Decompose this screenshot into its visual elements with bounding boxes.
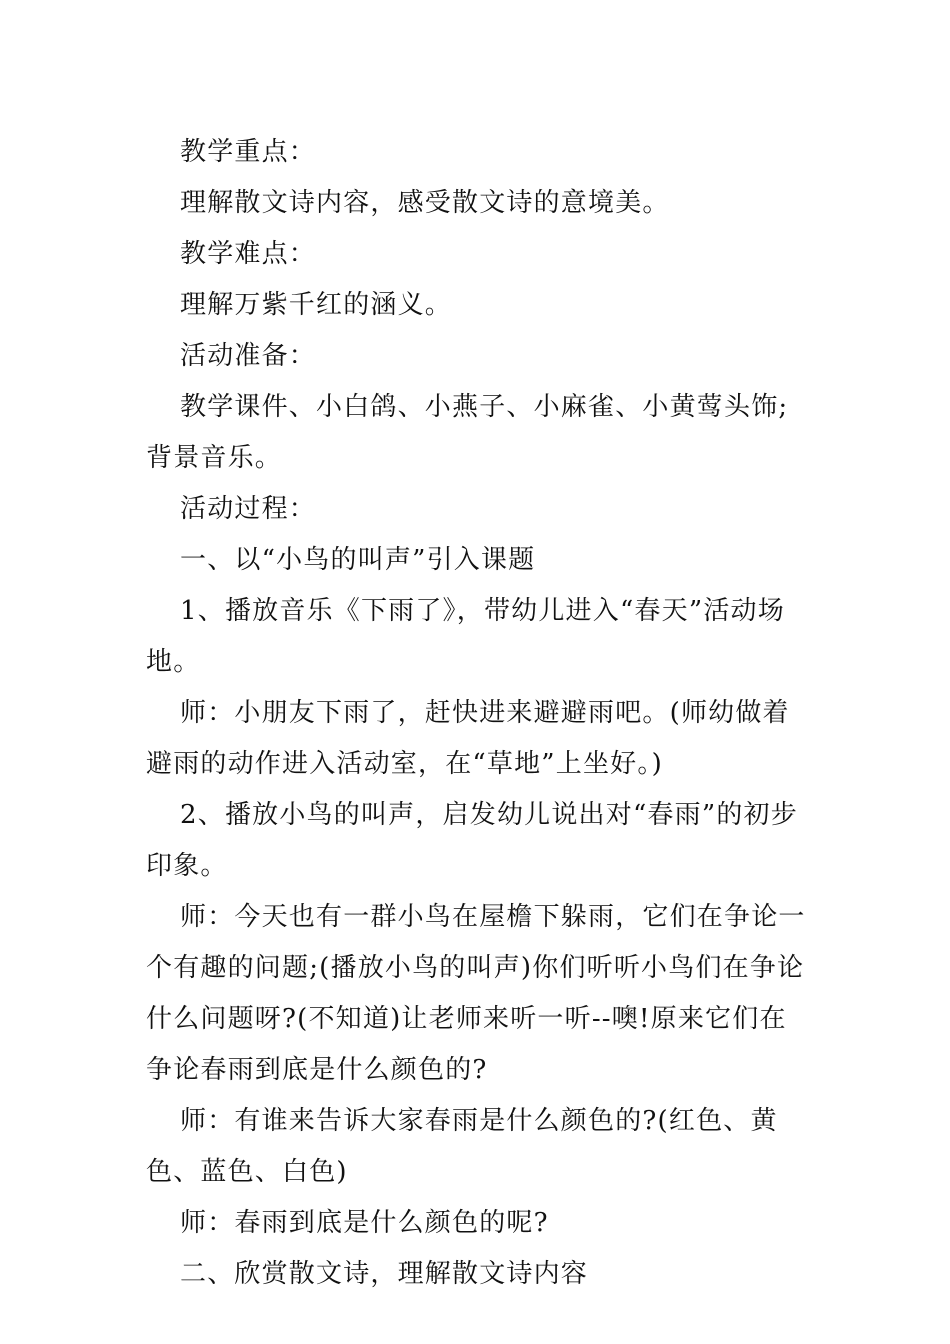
teacher-line-4: 师：春雨到底是什么颜色的呢? bbox=[180, 1208, 549, 1238]
paragraph-teaching-focus: 理解散文诗内容，感受散文诗的意境美。 bbox=[180, 188, 670, 218]
document-body bbox=[146, 127, 812, 1300]
step-two: 2、播放小鸟的叫声，启发幼儿说出对“春雨”的初步印象。 bbox=[146, 800, 798, 881]
step-one: 1、播放音乐《下雨了》，带幼儿进入“春天”活动场地。 bbox=[146, 596, 785, 677]
section-heading-two: 二、欣赏散文诗，理解散文诗内容 bbox=[180, 1259, 589, 1289]
heading-activity-process: 活动过程： bbox=[180, 494, 317, 524]
teacher-line-2: 师：今天也有一群小鸟在屋檐下躲雨，它们在争论一个有趣的问题;(播放小鸟的叫声)你们听听小鸟们在争论什么问题呀?(不知道)让老师来听一听--噢!原来它们在争论春雨到底是什么颜色的? bbox=[146, 902, 806, 1085]
heading-activity-preparation: 活动准备： bbox=[180, 341, 317, 371]
section-heading-one: 一、以“小鸟的叫声”引入课题 bbox=[180, 545, 536, 575]
heading-teaching-difficulty: 教学难点： bbox=[180, 239, 317, 269]
teacher-line-3: 师：有谁来告诉大家春雨是什么颜色的?(红色、黄色、蓝色、白色) bbox=[146, 1106, 778, 1187]
teacher-line-1: 师：小朋友下雨了，赶快进来避避雨吧。(师幼做着避雨的动作进入活动室，在“草地”上坐好。) bbox=[146, 698, 790, 779]
heading-teaching-focus: 教学重点： bbox=[180, 137, 317, 167]
paragraph-teaching-difficulty: 理解万紫千红的涵义。 bbox=[180, 290, 453, 320]
paragraph-activity-preparation: 教学课件、小白鸽、小燕子、小麻雀、小黄莺头饰;背景音乐。 bbox=[146, 392, 789, 473]
